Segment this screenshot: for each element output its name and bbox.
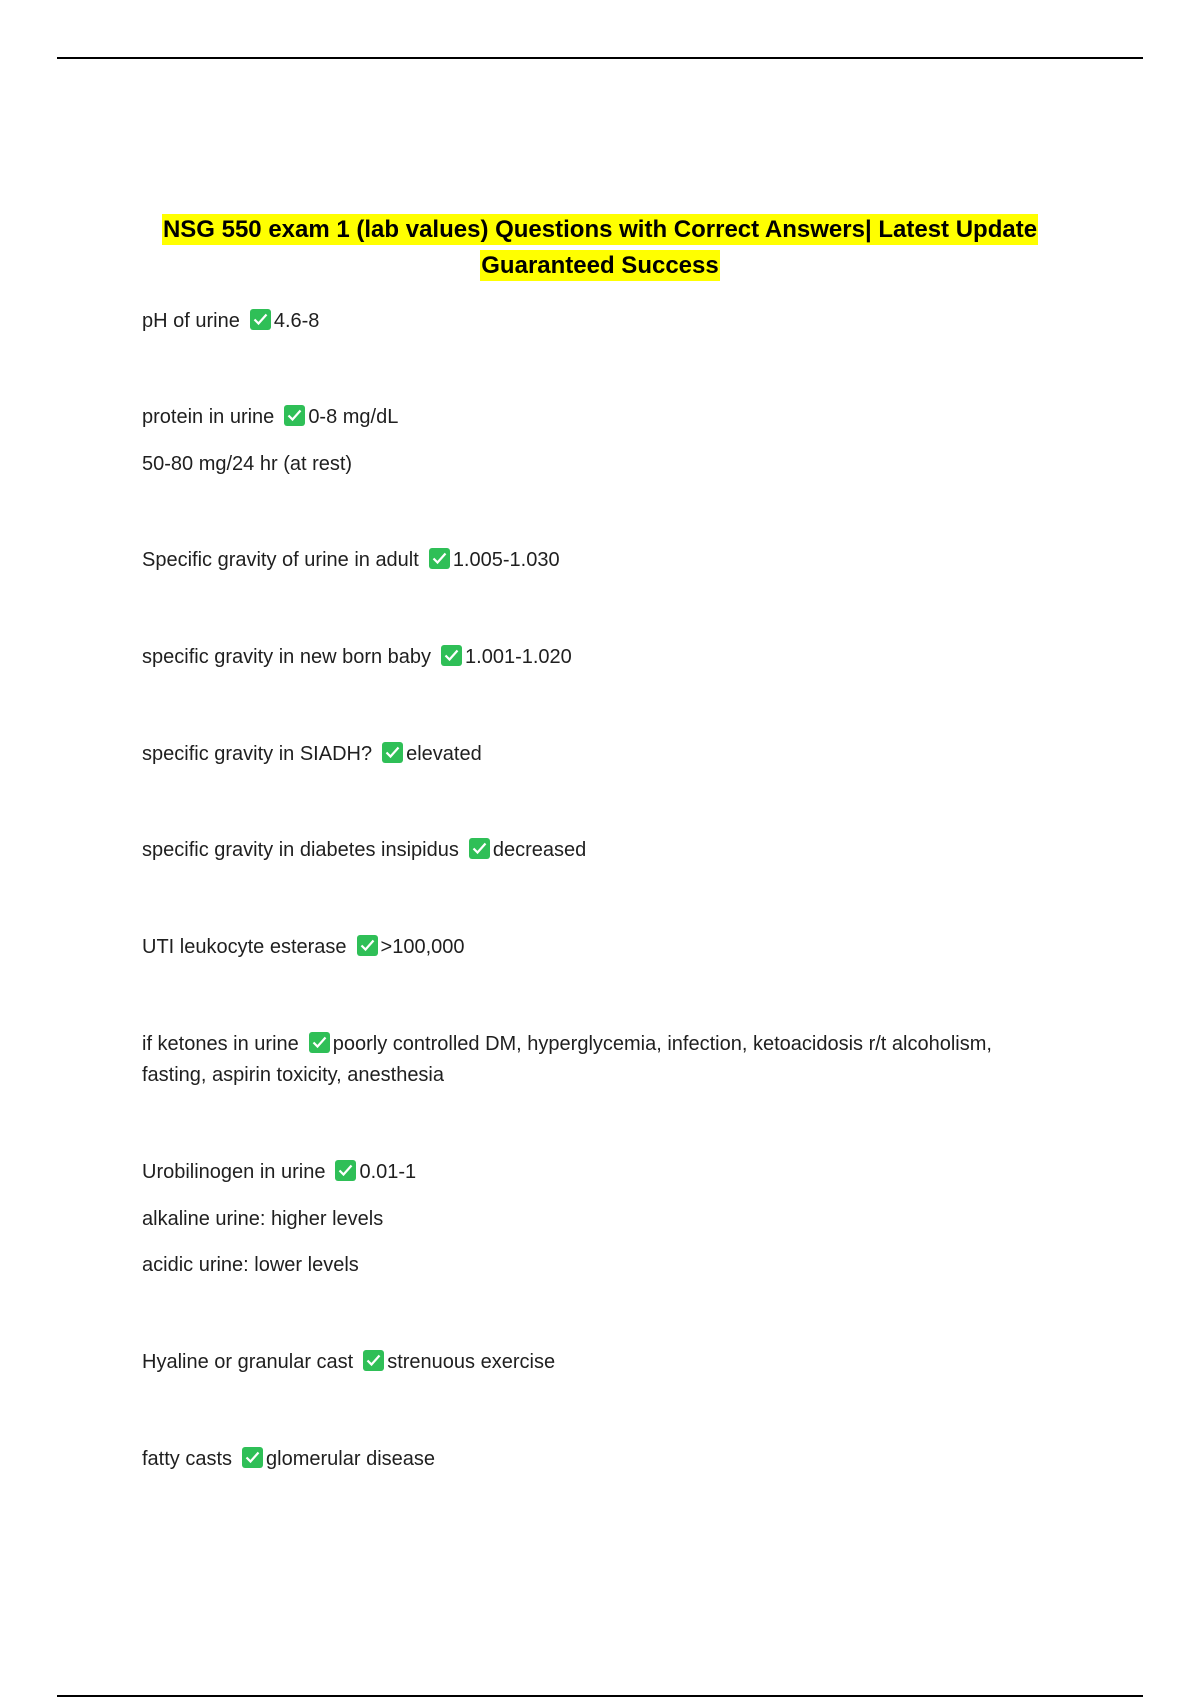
- question-text: Hyaline or granular cast: [142, 1351, 354, 1373]
- answer-text: 1.001-1.020: [465, 646, 572, 668]
- check-box-icon: [429, 548, 450, 569]
- answer-text: elevated: [406, 743, 482, 765]
- answer-text: 0.01-1: [359, 1161, 417, 1183]
- qa-item: [142, 402, 1022, 433]
- qa-item: [142, 835, 1022, 866]
- answer-text: poorly controlled DM, hyperglycemia, infection, ketoacidosis r/t alcoholism, fasting, aspirin toxicity, anesthesia: [142, 1033, 992, 1086]
- question-text: specific gravity in diabetes insipidus: [142, 839, 459, 861]
- check-box-icon: [382, 742, 403, 763]
- question-text: Urobilinogen in urine: [142, 1161, 326, 1183]
- qa-item: [142, 1347, 1022, 1378]
- check-box-icon: [309, 1032, 330, 1053]
- question-text: specific gravity in new born baby: [142, 646, 432, 668]
- page-title: [0, 212, 1200, 284]
- question-text: fatty casts: [142, 1448, 233, 1470]
- check-box-icon: [357, 935, 378, 956]
- qa-item: [142, 1444, 1022, 1475]
- qa-item: [142, 642, 1022, 673]
- title-line-2: Guaranteed Success: [481, 252, 719, 279]
- bottom-rule: [57, 1695, 1143, 1697]
- qa-item: [142, 306, 1022, 337]
- question-text: pH of urine: [142, 310, 240, 332]
- question-text: if ketones in urine: [142, 1033, 299, 1055]
- question-text: Specific gravity of urine in adult: [142, 549, 419, 571]
- answer-text: >100,000: [380, 936, 465, 958]
- answer-note: alkaline urine: higher levels: [142, 1208, 384, 1230]
- top-rule: [57, 57, 1143, 59]
- question-text: protein in urine: [142, 406, 275, 428]
- answer-note: acidic urine: lower levels: [142, 1254, 359, 1276]
- qa-item: [142, 545, 1022, 576]
- check-box-icon: [242, 1447, 263, 1468]
- qa-item: [142, 739, 1022, 770]
- check-box-icon: [250, 309, 271, 330]
- answer-text: 4.6-8: [273, 310, 320, 332]
- answer-text: glomerular disease: [266, 1448, 436, 1470]
- check-box-icon: [441, 645, 462, 666]
- question-text: UTI leukocyte esterase: [142, 936, 347, 958]
- answer-note: 50-80 mg/24 hr (at rest): [142, 453, 353, 475]
- answer-text: 0-8 mg/dL: [308, 406, 399, 428]
- question-text: specific gravity in SIADH?: [142, 743, 373, 765]
- answer-text: decreased: [492, 839, 587, 861]
- check-box-icon: [469, 838, 490, 859]
- check-box-icon: [284, 405, 305, 426]
- qa-item: [142, 1029, 1022, 1091]
- check-box-icon: [335, 1160, 356, 1181]
- answer-text: 1.005-1.030: [452, 549, 560, 571]
- qa-item: [142, 932, 1022, 963]
- title-line-1: NSG 550 exam 1 (lab values) Questions with Correct Answers| Latest Update: [162, 216, 1038, 243]
- check-box-icon: [363, 1350, 384, 1371]
- answer-text: strenuous exercise: [387, 1351, 556, 1373]
- qa-item: [142, 1157, 1022, 1188]
